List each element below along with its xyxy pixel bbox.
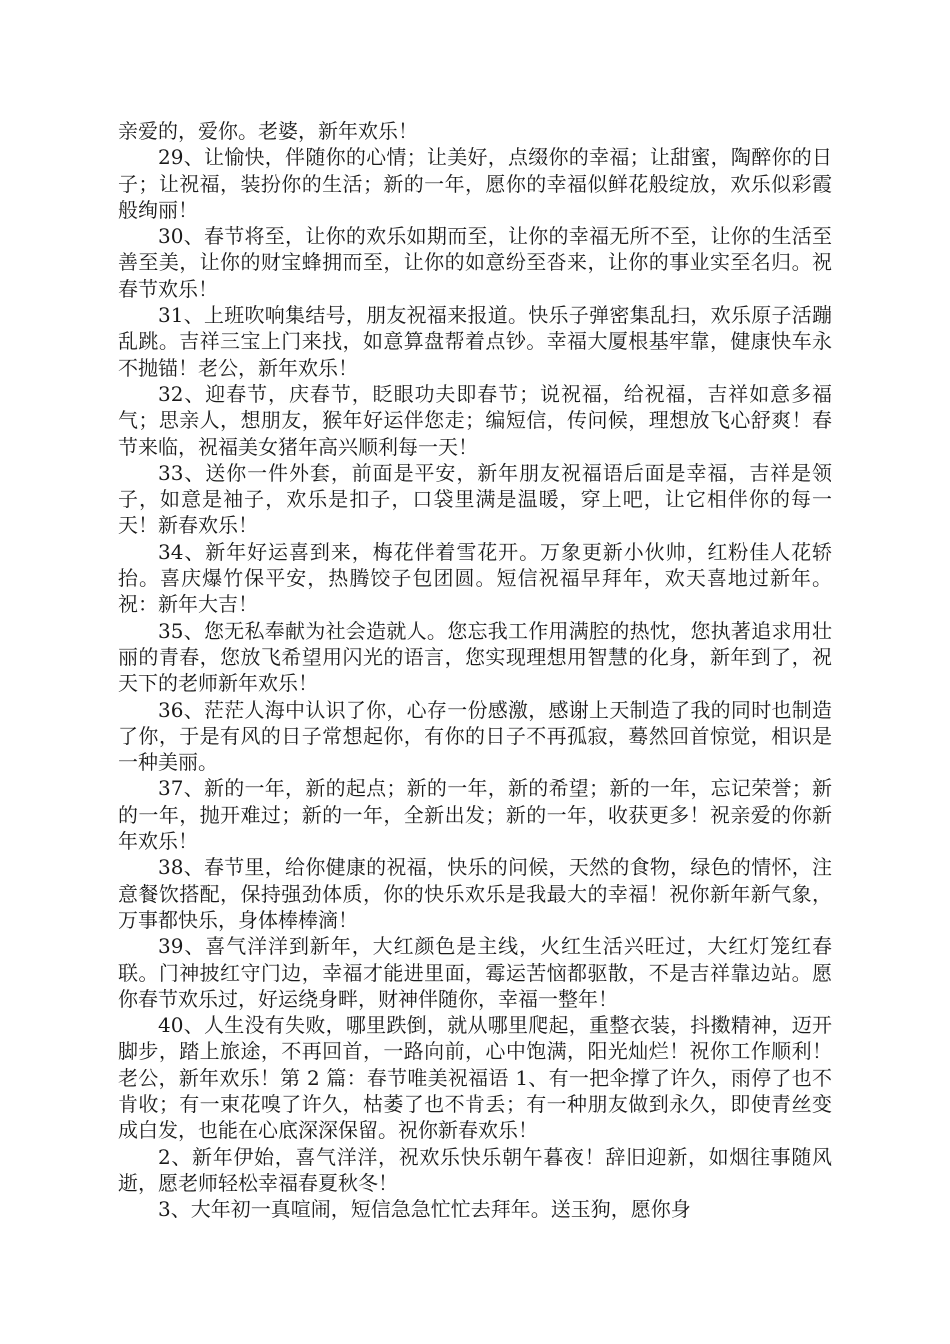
paragraph-33: 33、送你一件外套，前面是平安，新年朋友祝福语后面是幸福，吉祥是领子，如意是袖子，欢乐是扣子，口袋里满是温暖，穿上吧，让它相伴你的每一天！新春欢乐！ [118, 460, 832, 538]
paragraph-34: 34、新年好运喜到来，梅花伴着雪花开。万象更新小伙帅，红粉佳人花轿抬。喜庆爆竹保平安，热腾饺子包团圆。短信祝福早拜年，欢天喜地过新年。祝：新年大吉！ [118, 539, 832, 617]
paragraph-38: 38、春节里，给你健康的祝福，快乐的问候，天然的食物，绿色的情怀，注意餐饮搭配，保持强劲体质，你的快乐欢乐是我最大的幸福！祝你新年新气象，万事都快乐，身体棒棒滴！ [118, 855, 832, 932]
paragraph-3: 3、大年初一真喧闹，短信急急忙忙去拜年。送玉狗，愿你身 [158, 1197, 691, 1222]
paragraph-32: 32、迎春节，庆春节，眨眼功夫即春节；说祝福，给祝福，吉祥如意多福气；思亲人，想朋友，猴年好运伴您走；编短信，传问候，理想放飞心舒爽！春节来临，祝福美女猪年高兴顺利每一天！ [118, 381, 832, 459]
paragraph-intro: 亲爱的，爱你。老婆，新年欢乐！ [118, 119, 418, 143]
paragraph-35: 35、您无私奉献为社会造就人。您忘我工作用满腔的热忱，您执著追求用壮丽的青春，您放飞希望用闪光的语言，您实现理想用智慧的化身，新年到了，祝天下的老师新年欢乐！ [118, 618, 832, 696]
paragraph-36: 36、茫茫人海中认识了你，心存一份感激，感谢上天制造了我的同时也制造了你，于是有风的日子常想起你，有你的日子不再孤寂，蓦然回首惊觉，相识是一种美丽。 [118, 697, 832, 775]
paragraph-2: 2、新年伊始，喜气洋洋，祝欢乐快乐朝午暮夜！辞旧迎新，如烟往事随风逝，愿老师轻松幸福春夏秋冬！ [118, 1144, 832, 1195]
paragraph-40: 40、人生没有失败，哪里跌倒，就从哪里爬起，重整衣装，抖擞精神，迈开脚步，踏上旅途，不再回首，一路向前，心中饱满，阳光灿烂！祝你工作顺利！老公，新年欢乐！第 2 篇：春节唯美祝福语 1、有一把伞撑了许久，雨停了也不肯收；有一束花嗅了许久，枯萎了也不肯丢；有一种朋友做到永久，即使青丝变成白发，也能在心底深深保留。祝你新春欢乐！ [118, 1013, 832, 1143]
document-body [118, 118, 832, 1222]
paragraph-30: 30、春节将至，让你的欢乐如期而至，让你的幸福无所不至，让你的生活至善至美，让你的财宝蜂拥而至，让你的如意纷至沓来，让你的事业实至名归。祝春节欢乐！ [118, 224, 832, 301]
paragraph-31: 31、上班吹响集结号，朋友祝福来报道。快乐子弹密集乱扫，欢乐原子活蹦乱跳。吉祥三宝上门来找，如意算盘帮着点钞。幸福大厦根基牢靠，健康快车永不抛锚！老公，新年欢乐！ [118, 303, 832, 380]
paragraph-29: 29、让愉快，伴随你的心情；让美好，点缀你的幸福；让甜蜜，陶醉你的日子；让祝福，装扮你的生活；新的一年，愿你的幸福似鲜花般绽放，欢乐似彩霞般绚丽！ [118, 145, 832, 222]
paragraph-39: 39、喜气洋洋到新年，大红颜色是主线，火红生活兴旺过，大红灯笼红春联。门神披红守门边，幸福才能进里面，霉运苦恼都驱散，不是吉祥靠边站。愿你春节欢乐过，好运绕身畔，财神伴随你，幸福一整年！ [118, 934, 832, 1011]
paragraph-37: 37、新的一年，新的起点；新的一年，新的希望；新的一年，忘记荣誉；新的一年，抛开难过；新的一年，全新出发；新的一年，收获更多！祝亲爱的你新年欢乐！ [118, 776, 832, 854]
